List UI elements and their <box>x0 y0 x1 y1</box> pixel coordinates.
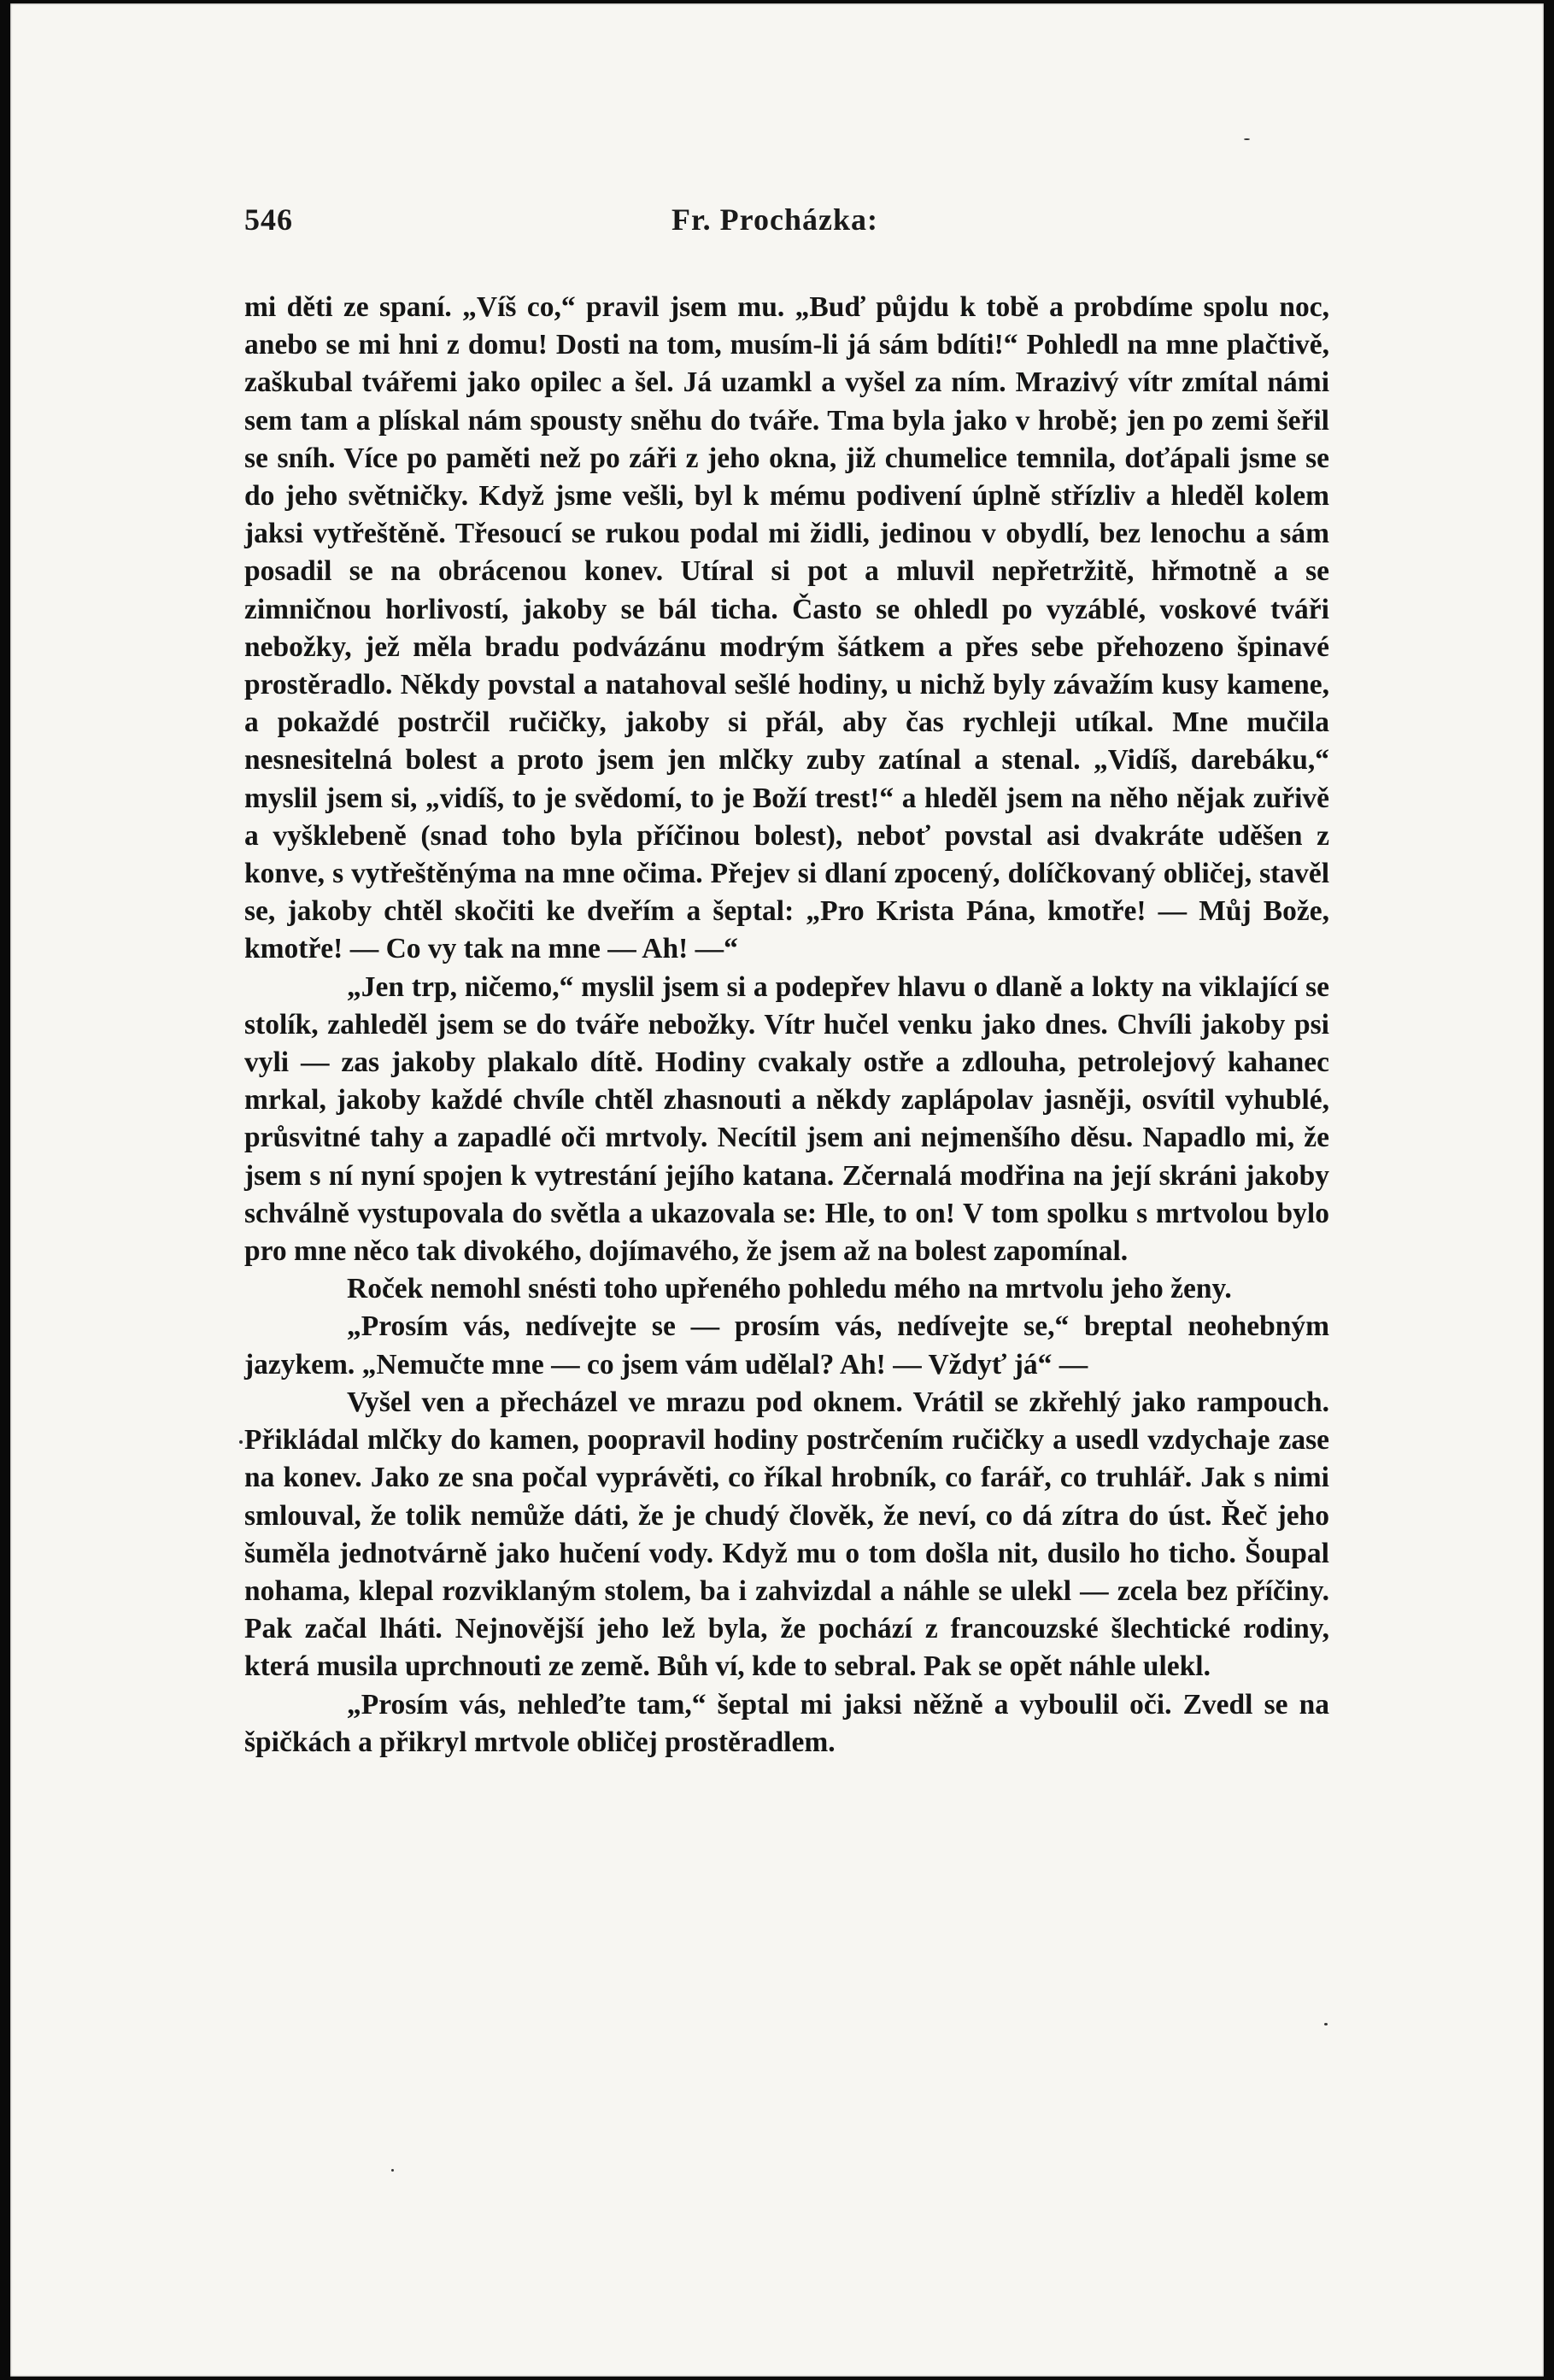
page-header <box>244 202 1329 253</box>
paragraph: „Prosím vás, nedívejte se — prosím vás, nedívejte se,“ breptal neohebným jazykem. „Nemučte mne — co jsem vám udělal? Ah! — Vždyť já“ — <box>244 1310 1329 1381</box>
ink-speck <box>1324 2023 1328 2025</box>
body-text <box>244 289 1329 1762</box>
ink-speck <box>391 2169 394 2172</box>
paragraph: mi děti ze spaní. „Víš co,“ pravil jsem mu. „Buď půjdu k tobě a probdíme spolu noc, anebo se mi hni z domu! Dosti na tom, musím-li já sám bdíti!“ Pohledl na mne plačtivě, zaškubal tvářemi jako opilec a šel. Já uzamkl a vyšel za ním. Mrazivý vítr zmítal námi sem tam a plískal nám spousty sněhu do tváře. Tma byla jako v hrobě; jen po zemi šeřil se sníh. Více po paměti než po záři z jeho okna, již chumelice temnila, doťápali jsme se do jeho světničky. Když jsme vešli, byl k mému podivení úplně střízliv a hleděl kolem jaksi vytřeštěně. Třesoucí se rukou podal mi židli, jedinou v obydlí, bez lenochu a sám posadil se na obrácenou konev. Utíral si pot a mluvil nepřetržitě, hřmotně a se zimničnou horlivostí, jakoby se bál ticha. Často se ohledl po vyzáblé, voskové tváři nebožky, jež měla bradu podvázánu modrým šátkem a přes sebe přehozeno špinavé prostěradlo. Někdy povstal a natahoval sešlé hodiny, u nichž byly závažím kusy kamene, a pokaždé postrčil ručičky, jakoby si přál, aby čas rychleji utíkal. Mne mučila nesnesitelná bolest a proto jsem jen mlčky zuby zatínal a stenal. „Vidíš, darebáku,“ myslil jsem si, „vidíš, to je svědomí, to je Boží trest!“ a hleděl jsem na něho nějak zuřivě a vyšklebeně (snad toho byla příčinou bolest), neboť povstal asi dvakráte uděšen z konve, s vytřeštěnýma na mne očima. Přejev si dlaní zpocený, dolíčkovaný obličej, stavěl se, jakoby chtěl skočiti ke dveřím a šeptal: „Pro Krista Pána, kmotře! — Můj Bože, kmotře! — Co vy tak na mne — Ah! —“ <box>244 291 1329 965</box>
paragraph: „Prosím vás, nehleďte tam,“ šeptal mi jaksi něžně a vyboulil oči. Zvedl se na špičkách a přikryl mrtvole obličej prostěradlem. <box>244 1688 1329 1758</box>
ink-speck <box>239 1440 243 1444</box>
paragraph: Roček nemohl snésti toho upřeného pohledu mého na mrtvolu jeho ženy. <box>347 1273 1232 1305</box>
running-head: Fr. Procházka: <box>671 202 878 237</box>
paragraph: „Jen trp, ničemo,“ myslil jsem si a podepřev hlavu o dlaně a lokty na viklající se stolík, zahleděl jsem se do tváře nebožky. Vítr hučel venku jako dnes. Chvíli jakoby psi vyli — zas jakoby plakalo dítě. Hodiny cvakaly ostře a zdlouha, petrolejový kahanec mrkal, jakoby každé chvíle chtěl zhasnouti a někdy zaplápolav jasněji, osvítil vyhublé, průsvitné tahy a zapadlé oči mrtvoly. Necítil jsem ani nejmenšího děsu. Napadlo mi, že jsem s ní nyní spojen k vytrestání jejího katana. Zčernalá modřina na její skráni jakoby schválně vystupovala do světla a ukazovala se: Hle, to on! V tom spolku s mrtvolou bylo pro mne něco tak divokého, dojímavého, že jsem až na bolest zapomínal. <box>244 970 1329 1268</box>
page-number: 546 <box>244 202 293 237</box>
paragraph: Vyšel ven a přecházel ve mrazu pod oknem. Vrátil se zkřehlý jako rampouch. Přikládal mlčky do kamen, poopravil hodiny postrčením ručičky a usedl vzdychaje zase na konev. Jako ze sna počal vyprávěti, co říkal hrobník, co farář, co truhlář. Jak s nimi smlouval, že tolik nemůže dáti, že je chudý člověk, že neví, co dá zítra do úst. Řeč jeho šuměla jednotvárně jako hučení vody. Když mu o tom došla nit, dusilo ho ticho. Šoupal nohama, klepal rozviklaným stolem, ba i zahvizdal a náhle se ulekl — zcela bez příčiny. Pak začal lháti. Nejnovější jeho lež byla, že pochází z francouzské šlechtické rodiny, která musila uprchnouti ze země. Bůh ví, kde to sebral. Pak se opět náhle ulekl. <box>244 1386 1329 1683</box>
ink-speck <box>1244 138 1250 140</box>
